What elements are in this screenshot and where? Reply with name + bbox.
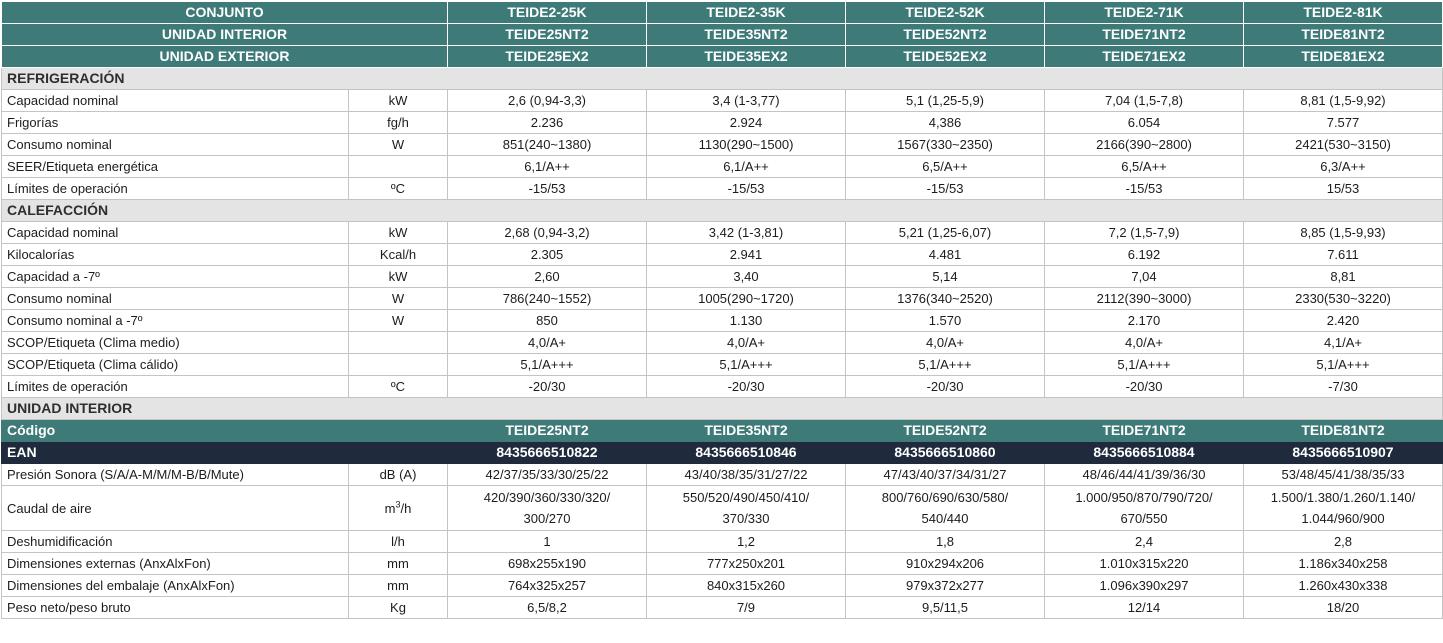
row-value: -20/30 (448, 376, 647, 398)
table-row (2, 376, 1443, 398)
value-line-2: 300/270 (523, 511, 571, 526)
value-line-2: 540/440 (921, 511, 969, 526)
row-unit (349, 486, 448, 531)
row-value: 4,0/A+ (448, 332, 647, 354)
model-name: TEIDE52EX2 (846, 46, 1045, 68)
section-header (2, 398, 1443, 420)
row-value (1045, 486, 1244, 531)
row-label: Capacidad nominal (2, 222, 349, 244)
row-label: Presión Sonora (S/A/A-M/M/M-B/B/Mute) (2, 464, 349, 486)
value-line-2: 670/550 (1120, 511, 1168, 526)
header-label: UNIDAD EXTERIOR (2, 46, 448, 68)
code-value: TEIDE35NT2 (647, 420, 846, 442)
code-value: TEIDE52NT2 (846, 420, 1045, 442)
code-value: TEIDE81NT2 (1244, 420, 1443, 442)
table-row (2, 222, 1443, 244)
value-line-1: 1.500/1.380/1.260/1.140/ (1270, 490, 1416, 505)
row-value: 6.192 (1045, 244, 1244, 266)
row-unit: Kg (349, 597, 448, 619)
row-unit: ºC (349, 178, 448, 200)
row-value: 1,2 (647, 531, 846, 553)
row-label: Kilocalorías (2, 244, 349, 266)
model-name: TEIDE71NT2 (1045, 24, 1244, 46)
row-unit: Kcal/h (349, 244, 448, 266)
model-name: TEIDE2-35K (647, 2, 846, 24)
header-row (2, 24, 1443, 46)
row-value: 1130(290~1500) (647, 134, 846, 156)
row-value: 1.010x315x220 (1045, 553, 1244, 575)
table-row (2, 244, 1443, 266)
row-value: 2330(530~3220) (1244, 288, 1443, 310)
row-value: 4,0/A+ (647, 332, 846, 354)
header-label: UNIDAD INTERIOR (2, 24, 448, 46)
value-line-1: 420/390/360/330/320/ (483, 490, 611, 505)
row-value: 1 (448, 531, 647, 553)
table-row (2, 310, 1443, 332)
row-unit: fg/h (349, 112, 448, 134)
table-row (2, 354, 1443, 376)
row-value: 8,81 (1244, 266, 1443, 288)
section-header (2, 200, 1443, 222)
row-value: 5,1 (1,25-5,9) (846, 90, 1045, 112)
table-row (2, 531, 1443, 553)
table-row (2, 464, 1443, 486)
ean-value: 8435666510822 (448, 442, 647, 464)
value-line-1: 1.000/950/870/790/720/ (1075, 490, 1213, 505)
row-value: 6,5/A++ (1045, 156, 1244, 178)
row-value: 15/53 (1244, 178, 1443, 200)
row-value: 840x315x260 (647, 575, 846, 597)
row-unit: mm (349, 575, 448, 597)
row-value: 4,0/A+ (846, 332, 1045, 354)
model-name: TEIDE2-25K (448, 2, 647, 24)
value-line-2: 370/330 (722, 511, 770, 526)
table-row (2, 288, 1443, 310)
row-value: 5,1/A+++ (846, 354, 1045, 376)
table-row (2, 553, 1443, 575)
row-value: 1.130 (647, 310, 846, 332)
spec-table-body (2, 2, 1443, 619)
row-value: 7.577 (1244, 112, 1443, 134)
row-value: 3,42 (1-3,81) (647, 222, 846, 244)
row-value: -15/53 (1045, 178, 1244, 200)
row-value: -20/30 (1045, 376, 1244, 398)
row-value: 7,04 (1045, 266, 1244, 288)
model-name: TEIDE81NT2 (1244, 24, 1443, 46)
row-value: 6.054 (1045, 112, 1244, 134)
model-name: TEIDE2-52K (846, 2, 1045, 24)
code-row (2, 420, 1443, 442)
model-name: TEIDE35NT2 (647, 24, 846, 46)
row-value: 1.096x390x297 (1045, 575, 1244, 597)
row-value: 6,5/8,2 (448, 597, 647, 619)
row-unit: ºC (349, 376, 448, 398)
row-value: 2166(390~2800) (1045, 134, 1244, 156)
row-label: Frigorías (2, 112, 349, 134)
row-value: 2,68 (0,94-3,2) (448, 222, 647, 244)
row-value: 698x255x190 (448, 553, 647, 575)
row-label: Capacidad nominal (2, 90, 349, 112)
value-line-1: 550/520/490/450/410/ (682, 490, 810, 505)
row-value: 4,0/A+ (1045, 332, 1244, 354)
section-title: UNIDAD INTERIOR (2, 398, 1443, 420)
row-value: 1005(290~1720) (647, 288, 846, 310)
unit-base: m (384, 500, 396, 516)
row-label: SEER/Etiqueta energética (2, 156, 349, 178)
ean-value: 8435666510884 (1045, 442, 1244, 464)
row-value: 6,1/A++ (647, 156, 846, 178)
row-value: 2,8 (1244, 531, 1443, 553)
row-value: 4,1/A+ (1244, 332, 1443, 354)
table-row (2, 178, 1443, 200)
model-name: TEIDE25NT2 (448, 24, 647, 46)
row-value: 6,3/A++ (1244, 156, 1443, 178)
row-value: -20/30 (846, 376, 1045, 398)
table-row (2, 112, 1443, 134)
row-label: Consumo nominal (2, 288, 349, 310)
ean-value: 8435666510907 (1244, 442, 1443, 464)
model-name: TEIDE25EX2 (448, 46, 647, 68)
row-value: 2.170 (1045, 310, 1244, 332)
row-unit: mm (349, 553, 448, 575)
row-value: 979x372x277 (846, 575, 1045, 597)
row-value: 2.236 (448, 112, 647, 134)
row-value: 5,1/A+++ (448, 354, 647, 376)
section-title: REFRIGERACIÓN (2, 68, 1443, 90)
table-row (2, 90, 1443, 112)
row-value: 18/20 (1244, 597, 1443, 619)
row-value: 12/14 (1045, 597, 1244, 619)
row-value: 42/37/35/33/30/25/22 (448, 464, 647, 486)
row-value: 9,5/11,5 (846, 597, 1045, 619)
row-value: 2,60 (448, 266, 647, 288)
row-value (647, 486, 846, 531)
model-name: TEIDE81EX2 (1244, 46, 1443, 68)
row-value: 53/48/45/41/38/35/33 (1244, 464, 1443, 486)
row-value: 2,4 (1045, 531, 1244, 553)
row-label: Caudal de aire (2, 486, 349, 531)
row-value: 850 (448, 310, 647, 332)
row-unit (349, 332, 448, 354)
header-row (2, 2, 1443, 24)
row-value: 5,1/A+++ (647, 354, 846, 376)
row-label: Límites de operación (2, 376, 349, 398)
row-unit: kW (349, 266, 448, 288)
table-row (2, 597, 1443, 619)
row-label: Deshumidificación (2, 531, 349, 553)
row-value: 910x294x206 (846, 553, 1045, 575)
row-unit: kW (349, 90, 448, 112)
row-unit: l/h (349, 531, 448, 553)
row-value: 3,40 (647, 266, 846, 288)
value-line-1: 800/760/690/630/580/ (881, 490, 1009, 505)
row-value: 5,14 (846, 266, 1045, 288)
row-value (846, 486, 1045, 531)
row-value: 2.420 (1244, 310, 1443, 332)
row-label: Capacidad a -7º (2, 266, 349, 288)
row-value: 48/46/44/41/39/36/30 (1045, 464, 1244, 486)
code-value: TEIDE71NT2 (1045, 420, 1244, 442)
row-value (1244, 486, 1443, 531)
row-value: 43/40/38/35/31/27/22 (647, 464, 846, 486)
model-name: TEIDE2-81K (1244, 2, 1443, 24)
row-value: 6,1/A++ (448, 156, 647, 178)
row-value: 2.305 (448, 244, 647, 266)
row-value: 851(240~1380) (448, 134, 647, 156)
unit-exponent: 3 (395, 499, 401, 510)
model-name: TEIDE2-71K (1045, 2, 1244, 24)
table-row (2, 575, 1443, 597)
row-value: 2.924 (647, 112, 846, 134)
ean-row (2, 442, 1443, 464)
row-value: -7/30 (1244, 376, 1443, 398)
row-value: 3,4 (1-3,77) (647, 90, 846, 112)
row-value: 2,6 (0,94-3,3) (448, 90, 647, 112)
row-label: SCOP/Etiqueta (Clima medio) (2, 332, 349, 354)
code-value: TEIDE25NT2 (448, 420, 647, 442)
row-unit: W (349, 310, 448, 332)
ean-value: 8435666510846 (647, 442, 846, 464)
row-label: Límites de operación (2, 178, 349, 200)
row-unit (349, 156, 448, 178)
table-row (2, 332, 1443, 354)
row-value: 5,1/A+++ (1244, 354, 1443, 376)
row-value: -20/30 (647, 376, 846, 398)
header-row (2, 46, 1443, 68)
table-row (2, 134, 1443, 156)
row-label: Consumo nominal a -7º (2, 310, 349, 332)
row-value: -15/53 (647, 178, 846, 200)
value-line-2: 1.044/960/900 (1301, 511, 1385, 526)
row-value: 2.941 (647, 244, 846, 266)
row-value: 777x250x201 (647, 553, 846, 575)
row-label: Peso neto/peso bruto (2, 597, 349, 619)
row-label: Dimensiones del embalaje (AnxAlxFon) (2, 575, 349, 597)
row-value: -15/53 (846, 178, 1045, 200)
airflow-row (2, 486, 1443, 531)
ean-value: 8435666510860 (846, 442, 1045, 464)
ean-label: EAN (2, 442, 448, 464)
row-unit: W (349, 134, 448, 156)
model-name: TEIDE35EX2 (647, 46, 846, 68)
row-value: 1.186x340x258 (1244, 553, 1443, 575)
row-unit: kW (349, 222, 448, 244)
row-value: 7.611 (1244, 244, 1443, 266)
row-value: 764x325x257 (448, 575, 647, 597)
row-value: 6,5/A++ (846, 156, 1045, 178)
row-value: 5,21 (1,25-6,07) (846, 222, 1045, 244)
table-row (2, 266, 1443, 288)
row-value: 4.481 (846, 244, 1045, 266)
row-value: 7/9 (647, 597, 846, 619)
row-value: 1376(340~2520) (846, 288, 1045, 310)
row-value: 8,85 (1,5-9,93) (1244, 222, 1443, 244)
header-label: CONJUNTO (2, 2, 448, 24)
row-label: Consumo nominal (2, 134, 349, 156)
row-label: Dimensiones externas (AnxAlxFon) (2, 553, 349, 575)
spec-table (1, 1, 1443, 619)
row-value: 7,2 (1,5-7,9) (1045, 222, 1244, 244)
row-value: 1.260x430x338 (1244, 575, 1443, 597)
section-title: CALEFACCIÓN (2, 200, 1443, 222)
row-value: 2421(530~3150) (1244, 134, 1443, 156)
row-value: 47/43/40/37/34/31/27 (846, 464, 1045, 486)
row-value: 8,81 (1,5-9,92) (1244, 90, 1443, 112)
row-value: 1567(330~2350) (846, 134, 1045, 156)
row-unit: W (349, 288, 448, 310)
model-name: TEIDE71EX2 (1045, 46, 1244, 68)
row-value: 4,386 (846, 112, 1045, 134)
row-value: -15/53 (448, 178, 647, 200)
row-value: 786(240~1552) (448, 288, 647, 310)
section-header (2, 68, 1443, 90)
row-value: 7,04 (1,5-7,8) (1045, 90, 1244, 112)
row-value: 2112(390~3000) (1045, 288, 1244, 310)
row-unit: dB (A) (349, 464, 448, 486)
code-label: Código (2, 420, 448, 442)
table-row (2, 156, 1443, 178)
model-name: TEIDE52NT2 (846, 24, 1045, 46)
unit-tail: /h (400, 500, 412, 516)
row-value: 5,1/A+++ (1045, 354, 1244, 376)
row-label: SCOP/Etiqueta (Clima cálido) (2, 354, 349, 376)
row-value: 1,8 (846, 531, 1045, 553)
row-value: 1.570 (846, 310, 1045, 332)
row-unit (349, 354, 448, 376)
row-value (448, 486, 647, 531)
